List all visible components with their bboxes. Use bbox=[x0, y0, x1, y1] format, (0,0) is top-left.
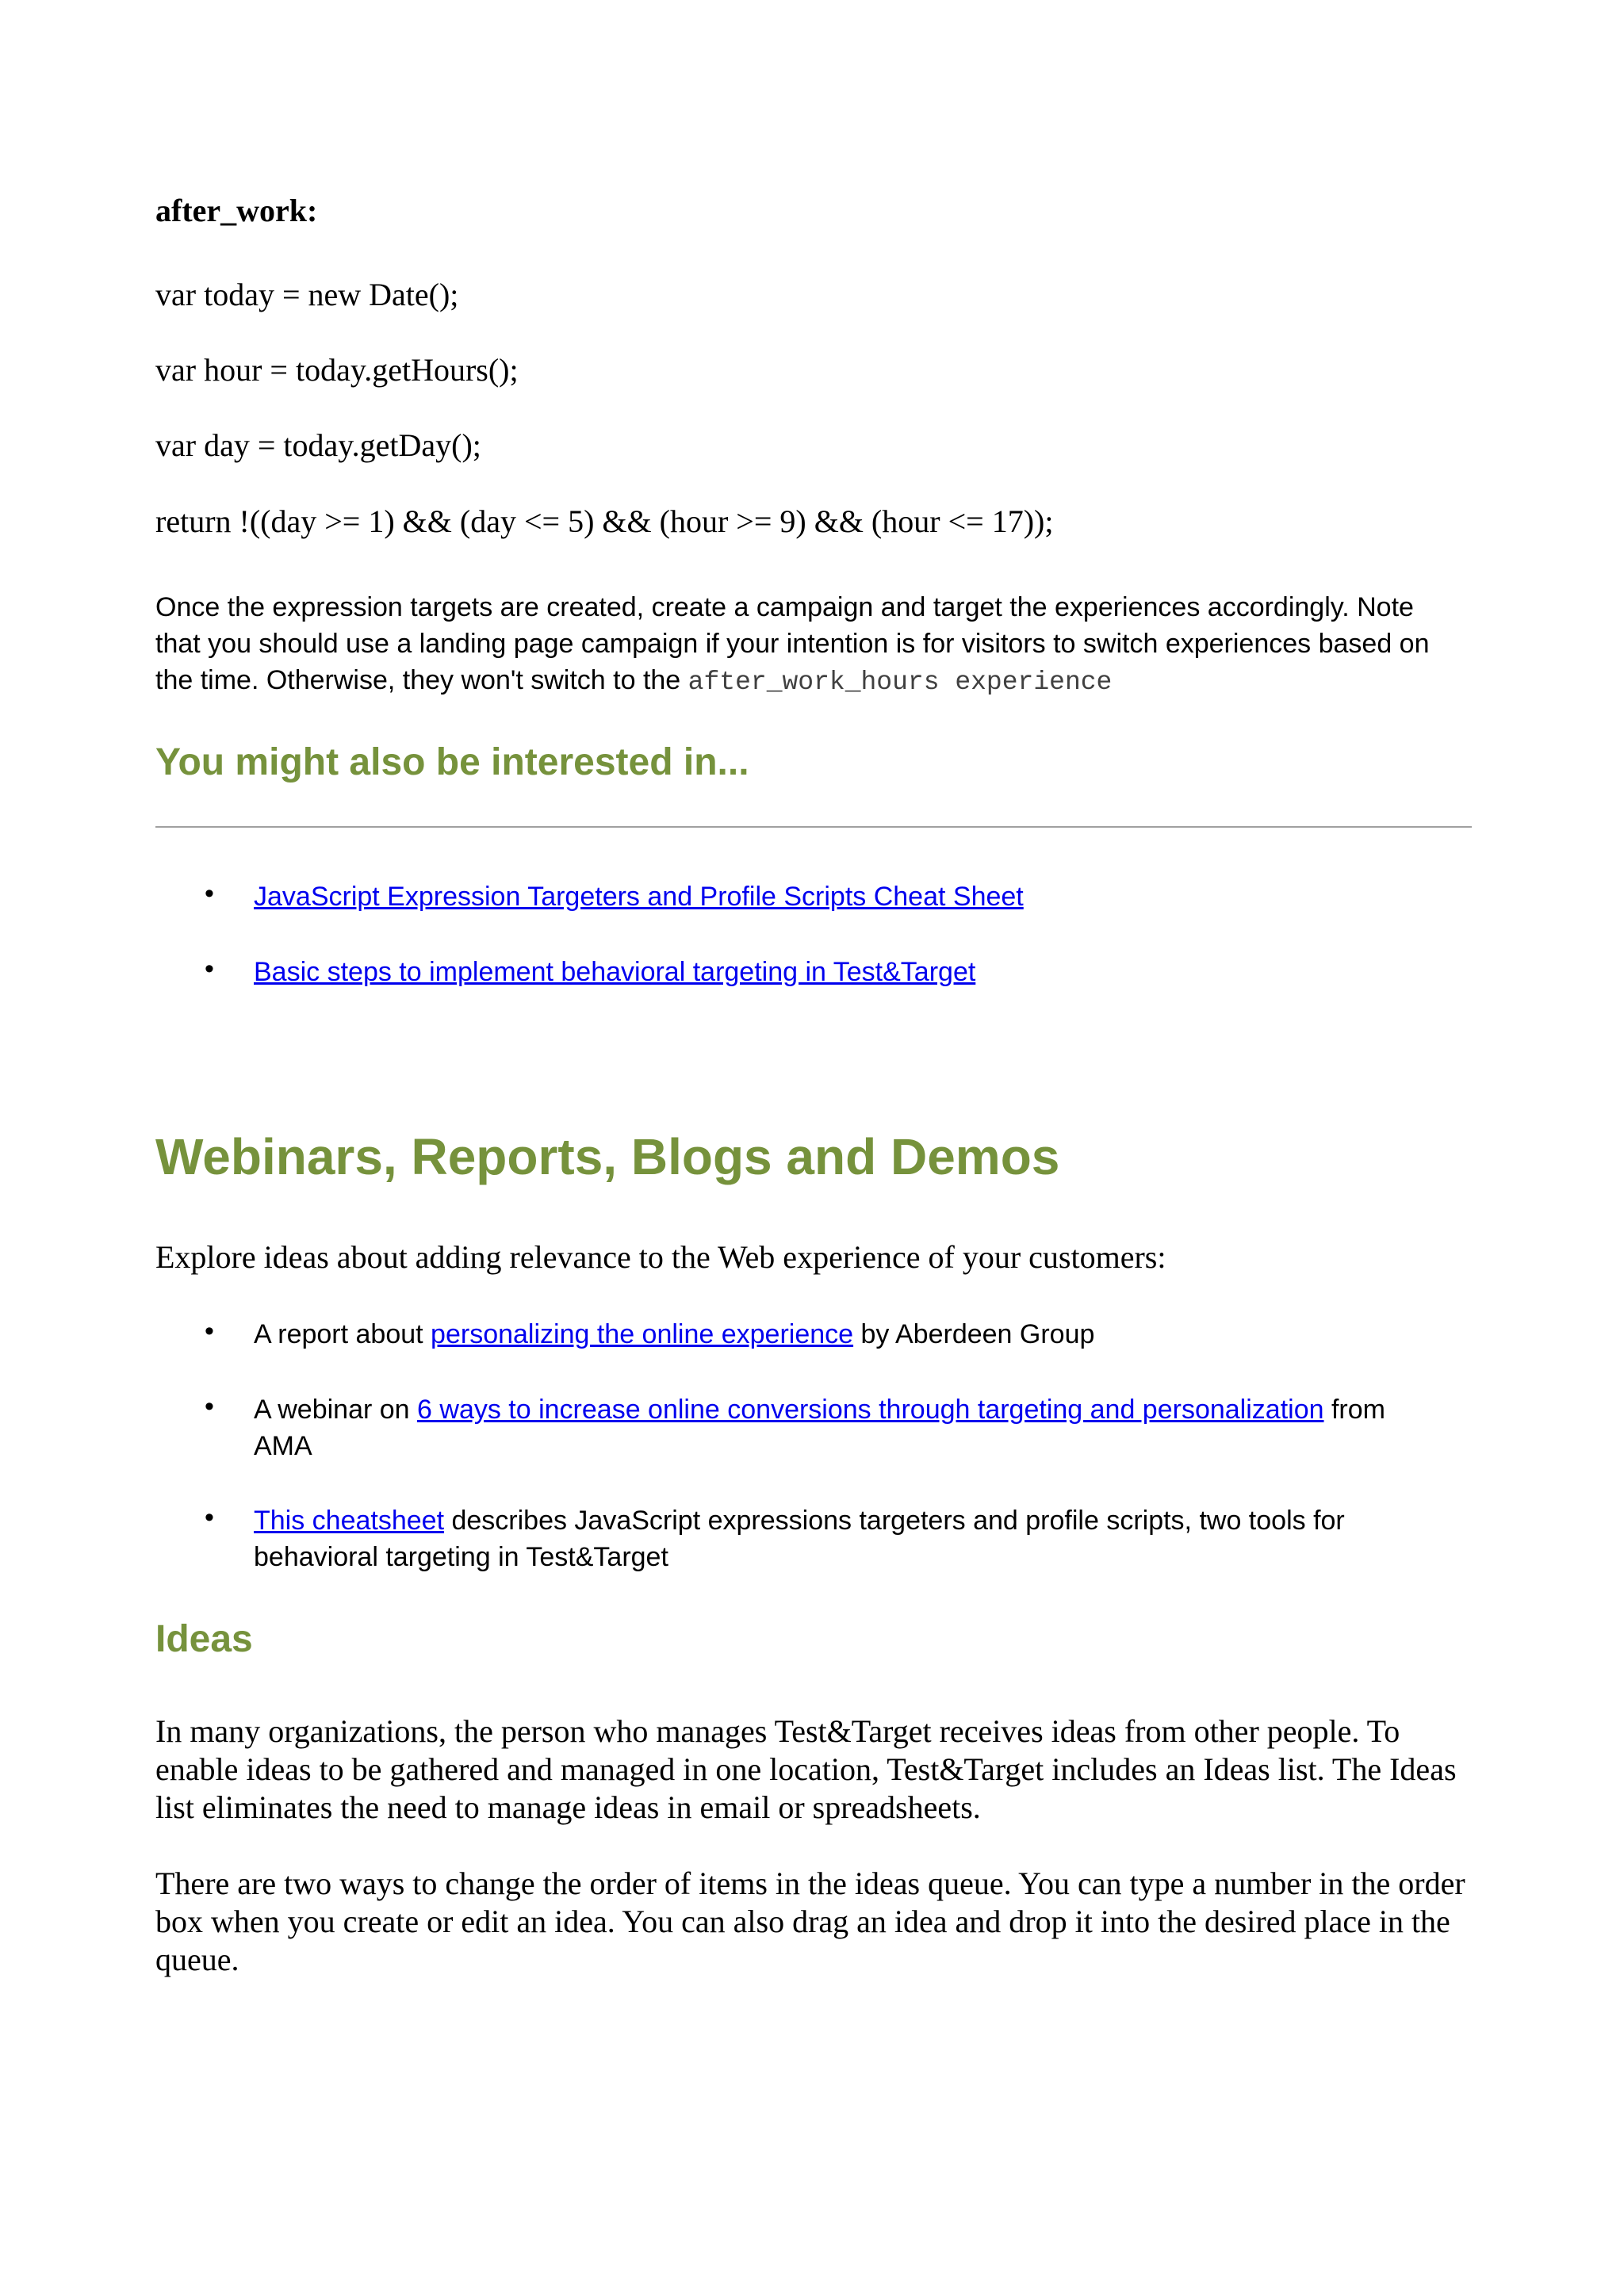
link-six-ways[interactable]: 6 ways to increase online conversions through targeting and personalization bbox=[417, 1395, 1324, 1425]
code-line: var day = today.getDay(); bbox=[155, 427, 481, 463]
code-line: return !((day >= 1) && (day <= 5) && (hour >= 9) && (hour <= 17)); bbox=[155, 503, 1054, 539]
code-title: after_work: bbox=[155, 193, 318, 228]
link-this-cheatsheet[interactable]: This cheatsheet bbox=[254, 1506, 445, 1536]
intro-line-text: the time. Otherwise, they won't switch to the bbox=[155, 665, 688, 695]
bullet-icon: • bbox=[205, 1316, 214, 1346]
horizontal-rule bbox=[155, 826, 1472, 828]
bullet-icon: • bbox=[205, 878, 214, 909]
item-text: describes JavaScript expressions targeters and profile scripts, two tools for behavioral targeting in Test&Target bbox=[254, 1506, 1345, 1572]
related-link-basic-steps[interactable]: Basic steps to implement behavioral targeting in Test&Target bbox=[254, 957, 976, 987]
link-personalizing[interactable]: personalizing the online experience bbox=[431, 1319, 854, 1349]
webinars-intro: Explore ideas about adding relevance to the Web experience of your customers: bbox=[155, 1239, 1166, 1275]
item-text: A report about bbox=[254, 1319, 431, 1349]
related-link-cheat-sheet[interactable]: JavaScript Expression Targeters and Profile Scripts Cheat Sheet bbox=[254, 882, 1024, 912]
item-text: A webinar on bbox=[254, 1395, 418, 1425]
bullet-icon: • bbox=[205, 1502, 214, 1533]
bullet-icon: • bbox=[205, 1391, 214, 1422]
related-heading: You might also be interested in... bbox=[155, 741, 749, 783]
code-line: var hour = today.getHours(); bbox=[155, 352, 519, 388]
intro-line: Once the expression targets are created, create a campaign and target the experiences accordingly. Note bbox=[155, 592, 1414, 622]
inline-code: after_work_hours experience bbox=[688, 668, 1113, 697]
item-text: from AMA bbox=[254, 1395, 1385, 1461]
ideas-paragraph: There are two ways to change the order of items in the ideas queue. You can type a number in the order box when you create or edit an idea. You can also drag an idea and drop it into the desired place in the queue. bbox=[155, 1866, 1465, 1977]
ideas-heading: Ideas bbox=[155, 1618, 253, 1660]
intro-line bbox=[155, 662, 1112, 701]
ideas-paragraph: In many organizations, the person who manages Test&Target receives ideas from other people. To enable ideas to be gathered and managed in one location, Test&Target includes an Ideas list. The Ideas list eliminates the need to manage ideas in email or spreadsheets. bbox=[155, 1713, 1457, 1825]
webinars-heading: Webinars, Reports, Blogs and Demos bbox=[155, 1128, 1060, 1185]
bullet-icon: • bbox=[205, 954, 214, 984]
intro-line: that you should use a landing page campaign if your intention is for visitors to switch experiences based on bbox=[155, 629, 1430, 659]
item-text: by Aberdeen Group bbox=[853, 1319, 1095, 1349]
code-line: var today = new Date(); bbox=[155, 277, 459, 312]
